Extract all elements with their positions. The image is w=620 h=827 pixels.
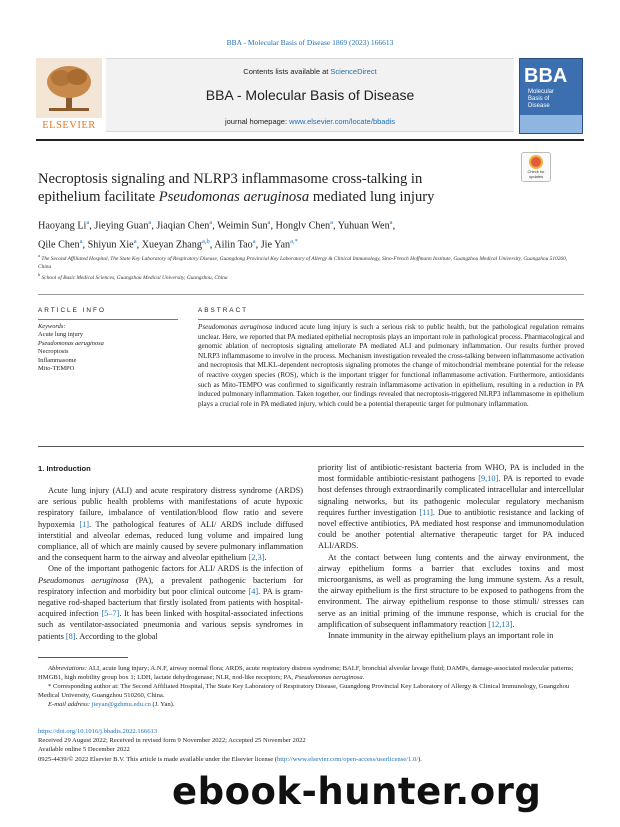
author-affiliation-marker[interactable]: a	[148, 219, 152, 226]
left-column	[38, 485, 303, 642]
footnote-rule	[38, 657, 128, 658]
affiliation-marker: b	[38, 271, 41, 277]
author-separator: ,	[89, 220, 95, 232]
journal-masthead	[106, 58, 514, 132]
author-affiliation-marker[interactable]: a	[133, 238, 137, 246]
text-run: .	[264, 553, 267, 563]
author-name[interactable]: Jiaqian Chen	[156, 220, 210, 232]
text-run: .	[512, 619, 515, 629]
title-line-1: Necroptosis signaling and NLRP3 inflammasome cross-talking in	[38, 171, 423, 187]
section-heading: 1. Introduction	[38, 464, 91, 473]
title-line-2	[38, 188, 508, 206]
cover-subtitle-line: Basis of	[528, 96, 550, 102]
cover-stripe	[520, 115, 583, 133]
author-name[interactable]: Jie Yan	[260, 239, 291, 251]
check-updates-icon	[529, 155, 543, 169]
available-online: Available online 5 December 2022	[38, 746, 130, 754]
contents-line	[106, 67, 514, 76]
paragraph: Innate immunity in the airway epithelium plays an important role in	[328, 631, 554, 641]
author-separator: ,	[333, 220, 338, 232]
abstract-body: induced acute lung injury is such a serious risk to public health, but the pathological regulation remains unclear. Here, we reported that PA mediated epithelial necroptosis plays an important role in pathological process. Pharmacological and genomic ablation of necroptosis signaling ameliorate PA mediated ALI and pulmonary inflammation. Our results further proved NLRP3 inflammasome to involve in the process. Mechanism investigation revealed the cross-talking between inflammasome activation and necroptosis that MLKL-dependent necroptosis signaling promotes the change of mitochondrial membrane potential for the release of reactive oxygen species (ROS), which is the important trigger for functional inflammasome activation. Furthermore, antioxidants such as Mito-TEMPO was confirmed to significantly restrain inflammasome activation in epithelium, resulting in a reduction in PA induced pulmonary inflammation. Taken together, our findings revealed that necroptosis-triggered NLRP3 inflammasome in epithelium plays a crucial role in PA mediated injury, which could be a potential therapeutic target for pulmonary inflammation.	[198, 323, 584, 408]
text-run: Pseudomonas aeruginosa	[294, 674, 363, 681]
masthead-rule	[36, 139, 584, 141]
text-run: Acute lung injury (ALI) and acute respiratory distress syndrome (ARDS) are serious public health problems with manifestations of acute hypoxic respiratory failure, imbalance of ventilation/blood flow ratio and severe hypoxemia	[38, 486, 303, 529]
license-link[interactable]: http://www.elsevier.com/open-access/userlicense/1.0/	[276, 755, 419, 763]
abstract-rule	[198, 319, 584, 320]
text-run: . Due to antibiotic resistance and lacking of novel effective antibiotics, PA mediated host response and immunomodulation could be another potential alternative therapeutic target for PA induced ALI/ARDS.	[318, 507, 584, 551]
cover-title: BBA	[524, 65, 568, 87]
homepage-line	[106, 117, 514, 126]
running-head-link[interactable]: BBA - Molecular Basis of Disease 1869 (2023) 166613	[226, 38, 394, 47]
text-run: . It has been linked with hospital-associated infections such as ventilator-associated pneumonia and various sepsis syndromes in patients	[38, 609, 303, 641]
author-name[interactable]: Yuhuan Wen	[337, 220, 390, 232]
author-separator: ,	[136, 239, 142, 251]
author-name[interactable]: Honglv Chen	[275, 220, 331, 232]
author-affiliation-marker[interactable]: a	[79, 238, 83, 246]
title-species: Pseudomonas aeruginosa	[158, 189, 310, 205]
author-name[interactable]: Qile Chen	[38, 239, 80, 251]
title-suffix: mediated lung injury	[309, 189, 435, 205]
author-separator: ,	[151, 220, 157, 232]
author-affiliation-marker[interactable]: a	[389, 219, 393, 226]
journal-cover-image[interactable]	[519, 58, 583, 134]
text-run: . PA is reported to evade host defenses through extraordinarily complicated intracellular and intercellular signaling networks, but its pathogenic molecular regulatory mechanism requires further investigation	[318, 474, 584, 517]
paragraph	[318, 552, 584, 630]
received-dates: Received 29 August 2022; Received in revised form 9 November 2022; Accepted 25 November 2022	[38, 737, 306, 745]
homepage-prefix: journal homepage:	[224, 117, 290, 126]
footnotes	[38, 664, 584, 709]
sciencedirect-link[interactable]: ScienceDirect	[330, 67, 377, 76]
author-affiliation-marker[interactable]: a	[267, 219, 271, 226]
check-updates-line: updates	[528, 173, 544, 179]
author-name[interactable]: Shiyun Xie	[87, 239, 134, 251]
keyword-item: Acute lung injury	[38, 331, 84, 339]
citation-link[interactable]: [2,3]	[248, 553, 265, 563]
check-updates-label	[527, 170, 544, 179]
text-run: One of the important pathogenic factors for ALI/ ARDS is the infection of	[48, 564, 303, 574]
citation-link[interactable]: [9,10]	[478, 474, 499, 484]
author-affiliation-marker[interactable]: a,b	[201, 238, 210, 246]
keyword-item: Inflammasome	[38, 356, 77, 364]
citation-link[interactable]: [8]	[65, 631, 76, 641]
check-for-updates-button[interactable]	[521, 152, 551, 182]
email-note	[38, 700, 584, 709]
author-affiliation-marker[interactable]: a,*	[290, 238, 298, 246]
publisher-logo	[36, 58, 102, 132]
elsevier-wordmark: ELSEVIER	[42, 120, 96, 131]
text-run: .	[362, 674, 365, 681]
email-label: E-mail address:	[48, 701, 91, 708]
author-separator: ,	[82, 239, 88, 251]
paragraph	[38, 563, 303, 641]
author-list	[38, 215, 578, 254]
corresponding-author-note: * Corresponding author at: The Second Affiliated Hospital, The State Key Laboratory of Respiratory Disease, Guangdong Provincial Key Laboratory of Allergy & Clinical Immunology, Guangzhou Medical University, Guangzhou 510260, China.	[38, 683, 570, 699]
author-affiliation-marker[interactable]: a	[86, 219, 90, 226]
article-title	[38, 170, 508, 206]
text-run: . According to the global	[75, 631, 158, 641]
contents-prefix: Contents lists available at	[243, 67, 331, 76]
author-separator: ,	[212, 220, 218, 232]
author-name[interactable]: Xueyan Zhang	[141, 239, 202, 251]
cover-subtitle	[528, 89, 554, 110]
doi-link[interactable]: https://doi.org/10.1016/j.bbadis.2022.166613	[38, 728, 158, 735]
keywords-block	[38, 323, 178, 373]
author-line	[38, 234, 578, 253]
text-run: (J. Yan).	[150, 701, 175, 708]
cover-subtitle-line: Disease	[528, 103, 550, 109]
abbreviations-label: Abbreviations:	[48, 665, 87, 672]
author-separator: ,	[209, 239, 215, 251]
author-name[interactable]: Ailin Tao	[214, 239, 253, 251]
cover-subtitle-line: Molecular	[528, 89, 555, 95]
author-line	[38, 215, 578, 234]
text-run: ALI, acute lung injury; A.N.F, airway normal flora; ARDS, acute respiratory distress syndrome; BALF, bronchial alveolar lavage fluid; DAMPs, damage-associated molecular patterns; HMGB1, high mobility group box 1; LDH, lactate dehydrogenase; NLR, nod-like receptors; PA,	[38, 665, 574, 681]
citation-link[interactable]: [12,13]	[488, 619, 513, 629]
affiliation-text: School of Basic Medical Sciences, Guangzhou Medical University, Guangzhou, China	[41, 274, 228, 281]
affiliation-rule	[38, 294, 584, 295]
abstract-heading: ABSTRACT	[198, 307, 249, 314]
article-info-rule	[38, 319, 178, 320]
journal-name: BBA - Molecular Basis of Disease	[205, 87, 415, 103]
affiliation-text: The Second Affiliated Hospital, The State Key Laboratory of Respiratory Disease, Guangdong Provincial Key Laboratory of Allergy & Clinical Immunology, Sino-French Hoffmann Institute, Guangzhou Medical University, Guangzhou 510260, China	[38, 255, 568, 270]
text-run: . The pathological features of ALI/ ARDS include diffused interstitial and alveolar edemas, reduced lung volume and impaired lung compliance, all of which are mainly caused by severe pulmonary inflammation and the consequent harm to the airway and alveolar epithelium	[38, 519, 303, 563]
paragraph	[318, 462, 584, 552]
elsevier-tree-icon	[36, 58, 102, 118]
journal-homepage-link[interactable]: www.elsevier.com/locate/bbadis	[289, 117, 396, 126]
keyword-item: Pseudomonas aeruginosa	[38, 339, 104, 347]
abbreviations-note	[38, 664, 584, 682]
text-run: 0925-4439/© 2022 Elsevier B.V. This article is made available under the Elsevier license (	[38, 755, 277, 763]
text-run: At the contact between lung contents and the airway environment, the airway epithelium forms a barrier that excludes toxins and most microorganisms, as well as programing the lung immune system. As a result, the airway epithelium is the first structure to be exposed to pathogens from the environment. The airway epithelium response to those stimuli/ stresses can serve as an initial priming of the immune response, which is crucial for the amplification of subsequent inflammatory reaction	[318, 552, 584, 629]
right-column	[318, 462, 584, 641]
author-separator: ,	[255, 239, 261, 251]
author-name[interactable]: Jieying Guan	[94, 220, 149, 232]
paragraph	[38, 485, 303, 563]
title-prefix: epithelium facilitate	[38, 189, 159, 205]
license-line	[38, 755, 584, 764]
citation-link[interactable]: [1]	[79, 519, 90, 529]
abstract-end-rule	[38, 446, 584, 447]
abstract-text	[198, 323, 584, 409]
watermark: ebook-hunter.org	[172, 770, 542, 813]
keyword-item: Necroptosis	[38, 348, 69, 356]
affiliations	[38, 252, 578, 282]
check-updates-line: Check for	[527, 169, 545, 174]
author-affiliation-marker[interactable]: a	[209, 219, 213, 226]
citation-link[interactable]: [5–7]	[101, 609, 120, 619]
keywords-label: Keywords:	[38, 323, 66, 330]
keyword-item: Mito-TEMPO	[38, 365, 75, 373]
author-name[interactable]: Haoyang Li	[38, 220, 87, 232]
citation-link[interactable]: [4]	[248, 586, 259, 596]
running-head[interactable]	[0, 38, 620, 47]
text-run: Pseudomonas aeruginosa	[38, 575, 129, 585]
article-history	[38, 727, 584, 764]
affiliation-marker: a	[38, 253, 40, 258]
citation-link[interactable]: [11]	[419, 507, 433, 517]
affiliation-b	[38, 271, 578, 282]
email-link[interactable]: jieyan@gzhmu.edu.cn	[91, 701, 151, 708]
text-run: (PA), a prevalent pathogenic bacterium for respiratory infection and morbidity but poor clinical outcome	[38, 575, 303, 596]
text-run: ).	[418, 755, 422, 763]
author-name[interactable]: Weimin Sun	[217, 220, 268, 232]
affiliation-a	[38, 252, 578, 271]
abstract-lead: Pseudomonas aeruginosa	[198, 323, 273, 331]
article-info-heading: ARTICLE INFO	[38, 307, 106, 314]
text-run: . PA is gram-negative rod-shaped bacterium that firstly isolated from patients with hospital-acquired infection	[38, 586, 303, 619]
author-separator: ,	[270, 220, 276, 232]
author-affiliation-marker[interactable]: a	[252, 238, 256, 246]
text-run: priority list of antibiotic-resistant bacteria from WHO, PA is included in the most formidable antibiotic-resistant pathogens	[318, 463, 584, 484]
author-affiliation-marker[interactable]: a	[330, 219, 334, 226]
author-separator: ,	[392, 220, 396, 232]
